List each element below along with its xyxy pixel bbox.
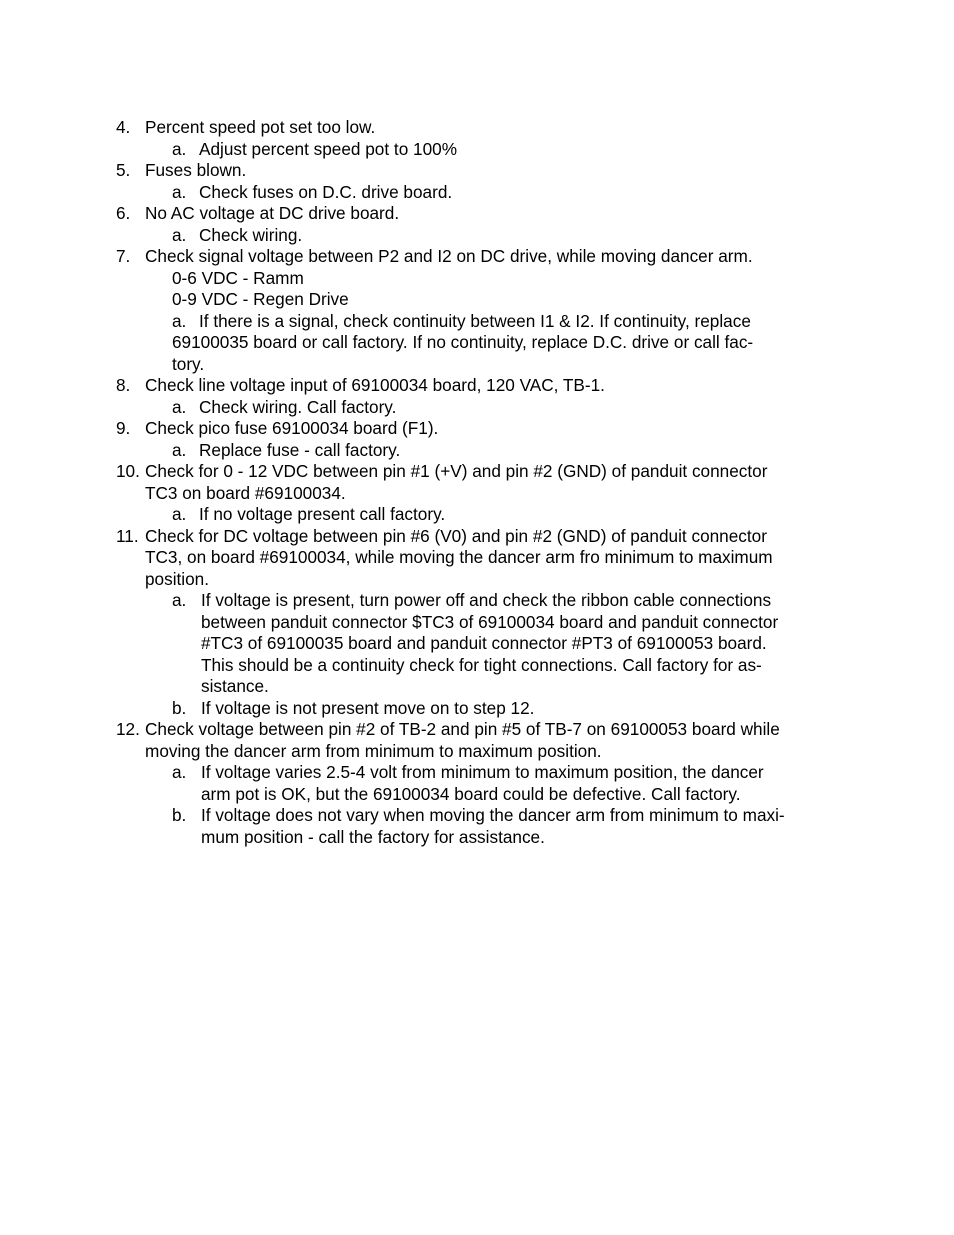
sub-text: This should be a continuity check for tight connections. Call factory for as- [201, 654, 762, 675]
sub-text: Replace fuse - call factory. [199, 439, 401, 460]
item-text: Fuses blown. [145, 160, 247, 180]
sub-letter: a. [172, 310, 187, 331]
item-number: 10. [116, 461, 140, 481]
sub-text: tory. [172, 353, 205, 374]
sub-text: If voltage is present, turn power off and check the ribbon cable connections [201, 590, 772, 610]
item-text: Check line voltage input of 69100034 board, 120 VAC, TB-1. [145, 375, 605, 395]
sub-text: arm pot is OK, but the 69100034 board could be defective. Call factory. [201, 783, 741, 804]
sub-text: Check fuses on D.C. drive board. [199, 181, 453, 202]
item-note: 0-6 VDC - Ramm [172, 267, 304, 288]
item-note: 0-9 VDC - Regen Drive [172, 289, 349, 309]
item-text: Check for 0 - 12 VDC between pin #1 (+V) and pin #2 (GND) of panduit connector [145, 461, 768, 481]
sub-text: 69100035 board or call factory. If no continuity, replace D.C. drive or call fac- [172, 332, 754, 352]
item-text: TC3 on board #69100034. [145, 482, 346, 503]
sub-text: Adjust percent speed pot to 100% [199, 138, 457, 159]
item-number: 9. [116, 418, 131, 438]
item-text: Percent speed pot set too low. [145, 117, 376, 137]
sub-text: If voltage does not vary when moving the dancer arm from minimum to maxi- [201, 805, 785, 825]
sub-letter: a. [172, 181, 187, 202]
item-number: 8. [116, 375, 131, 395]
sub-text: If voltage is not present move on to step 12. [201, 697, 535, 718]
item-number: 11. [116, 525, 139, 546]
item-text: Check voltage between pin #2 of TB-2 and pin #5 of TB-7 on 69100053 board while [145, 719, 780, 739]
sub-text: If voltage varies 2.5-4 volt from minimum to maximum position, the dancer [201, 762, 764, 782]
sub-letter: a. [172, 138, 187, 159]
item-text: position. [145, 568, 210, 589]
sub-text: If no voltage present call factory. [199, 504, 446, 524]
sub-text: If there is a signal, check continuity between I1 & I2. If continuity, replace [199, 310, 751, 331]
sub-letter: a. [172, 762, 187, 782]
sub-letter: a. [172, 439, 187, 460]
sub-text: sistance. [201, 676, 269, 696]
item-text: moving the dancer arm from minimum to maximum position. [145, 740, 602, 761]
sub-letter: b. [172, 697, 187, 718]
item-number: 5. [116, 160, 131, 180]
sub-text: Check wiring. [199, 224, 303, 245]
sub-text: Check wiring. Call factory. [199, 396, 397, 417]
item-text: TC3, on board #69100034, while moving the dancer arm fro minimum to maximum [145, 547, 773, 567]
sub-letter: b. [172, 805, 187, 825]
sub-letter: a. [172, 396, 187, 417]
item-text: No AC voltage at DC drive board. [145, 203, 400, 223]
sub-letter: a. [172, 590, 187, 610]
sub-text: #TC3 of 69100035 board and panduit connector #PT3 of 69100053 board. [201, 633, 767, 653]
item-number: 6. [116, 203, 131, 223]
item-number: 4. [116, 117, 131, 137]
sub-letter: a. [172, 224, 187, 245]
sub-letter: a. [172, 504, 187, 524]
item-number: 7. [116, 246, 131, 266]
item-text: Check pico fuse 69100034 board (F1). [145, 418, 439, 438]
sub-text: mum position - call the factory for assistance. [201, 826, 545, 847]
item-text: Check signal voltage between P2 and I2 on DC drive, while moving dancer arm. [145, 246, 753, 266]
item-number: 12. [116, 719, 140, 739]
sub-text: between panduit connector $TC3 of 69100034 board and panduit connector [201, 611, 779, 632]
item-text: Check for DC voltage between pin #6 (V0) and pin #2 (GND) of panduit connector [145, 525, 767, 546]
